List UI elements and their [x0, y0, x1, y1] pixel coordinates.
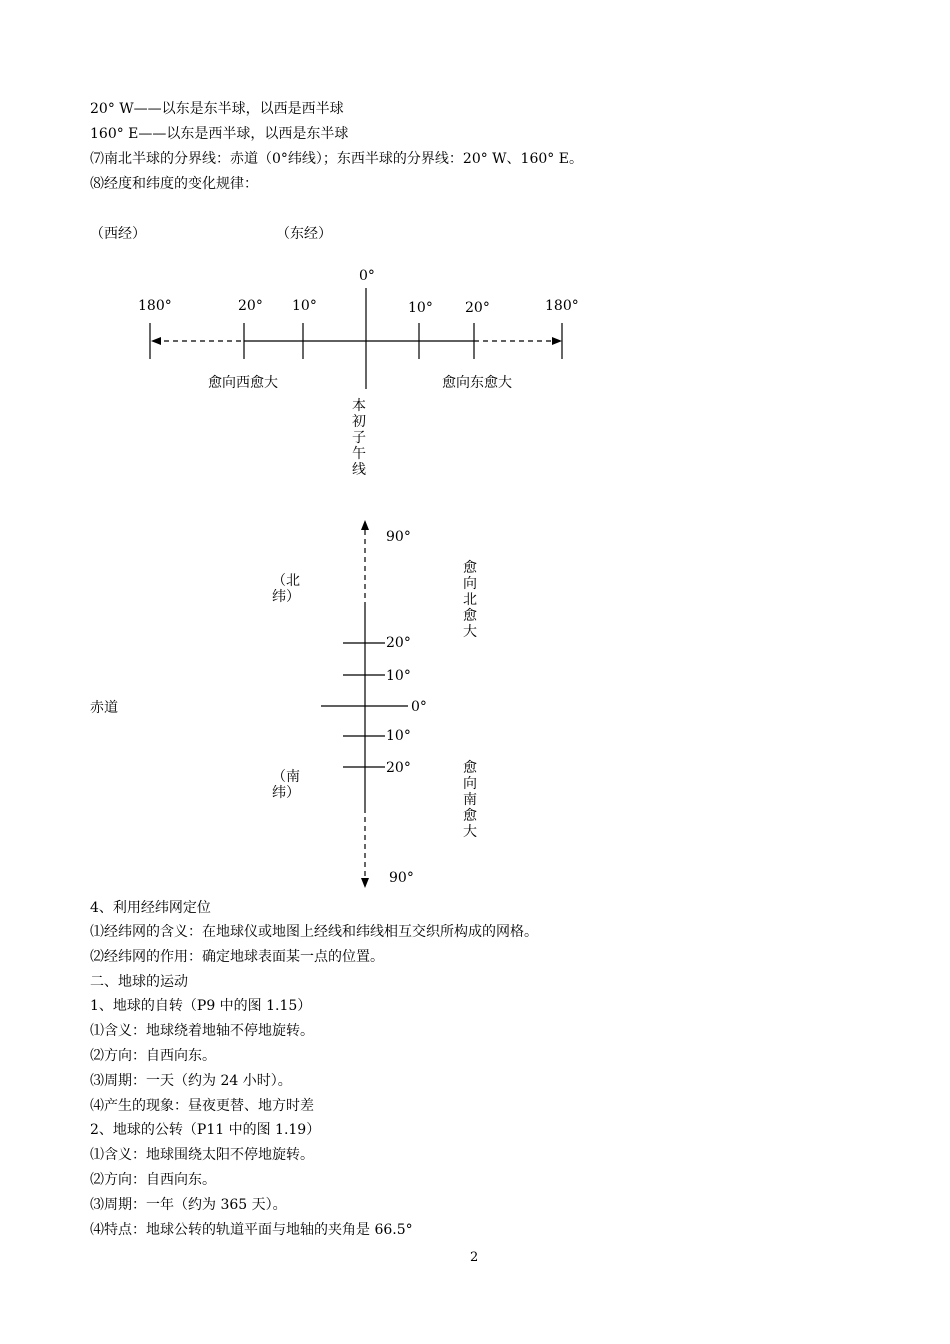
text-line-3: ⑺南北半球的分界线：赤道（0°纬线）；东西半球的分界线：20° W、160° E。	[90, 151, 583, 167]
south-arrowhead	[361, 878, 369, 888]
lat-label-0: 0°	[411, 699, 427, 715]
text-line-2: 160° E——以东是西半球，以西是东半球	[90, 126, 349, 142]
text-line-14: 2、地球的公转（P11 中的图 1.19）	[90, 1122, 321, 1138]
lat-label-s10: 10°	[386, 728, 411, 744]
lat-label-s90: 90°	[389, 870, 414, 886]
prime-meridian-label: 本初子午线	[352, 398, 366, 478]
south-latitude-label: （南纬）	[272, 769, 300, 801]
east-increase-note: 愈向东愈大	[442, 375, 512, 391]
lat-label-s20: 20°	[386, 760, 411, 776]
tick-label-e180: 180°	[545, 298, 579, 314]
tick-label-w20: 20°	[238, 298, 263, 314]
west-increase-note: 愈向西愈大	[208, 375, 278, 391]
lat-label-n90: 90°	[386, 529, 411, 545]
text-line-9: 1、地球的自转（P9 中的图 1.15）	[90, 998, 312, 1014]
tick-label-e20: 20°	[465, 300, 490, 316]
text-line-10: ⑴含义：地球绕着地轴不停地旋转。	[90, 1023, 314, 1039]
text-line-18: ⑷特点：地球公转的轨道平面与地轴的夹角是 66.5°	[90, 1222, 413, 1238]
north-increase-note: 愈向北愈大	[463, 560, 477, 640]
text-line-15: ⑴含义：地球围绕太阳不停地旋转。	[90, 1147, 314, 1163]
west-arrowhead	[151, 337, 161, 345]
equator-label: 赤道	[90, 700, 118, 716]
lat-label-n20: 20°	[386, 635, 411, 651]
page-number: 2	[470, 1250, 479, 1265]
text-line-13: ⑷产生的现象：昼夜更替、地方时差	[90, 1098, 314, 1114]
east-arrowhead	[552, 337, 562, 345]
tick-label-w180: 180°	[138, 298, 172, 314]
east-longitude-label: （东经）	[276, 226, 332, 242]
text-line-6: ⑴经纬网的含义：在地球仪或地图上经线和纬线相互交织所构成的网格。	[90, 924, 538, 940]
text-line-11: ⑵方向：自西向东。	[90, 1048, 216, 1064]
north-arrowhead	[361, 520, 369, 530]
tick-label-w10: 10°	[292, 298, 317, 314]
text-line-8: 二、地球的运动	[90, 974, 188, 990]
north-latitude-label: （北纬）	[272, 573, 300, 605]
text-line-16: ⑵方向：自西向东。	[90, 1172, 216, 1188]
text-line-12: ⑶周期：一天（约为 24 小时）。	[90, 1073, 292, 1089]
south-increase-note: 愈向南愈大	[463, 760, 477, 840]
text-line-5: 4、利用经纬网定位	[90, 900, 211, 916]
text-line-17: ⑶周期：一年（约为 365 天）。	[90, 1197, 287, 1213]
west-longitude-label: （西经）	[90, 226, 146, 242]
text-line-4: ⑻经度和纬度的变化规律：	[90, 176, 258, 192]
text-line-1: 20° W——以东是东半球，以西是西半球	[90, 101, 344, 117]
tick-label-e10: 10°	[408, 300, 433, 316]
text-line-7: ⑵经纬网的作用：确定地球表面某一点的位置。	[90, 949, 384, 965]
tick-label-0: 0°	[359, 268, 375, 284]
lat-label-n10: 10°	[386, 668, 411, 684]
